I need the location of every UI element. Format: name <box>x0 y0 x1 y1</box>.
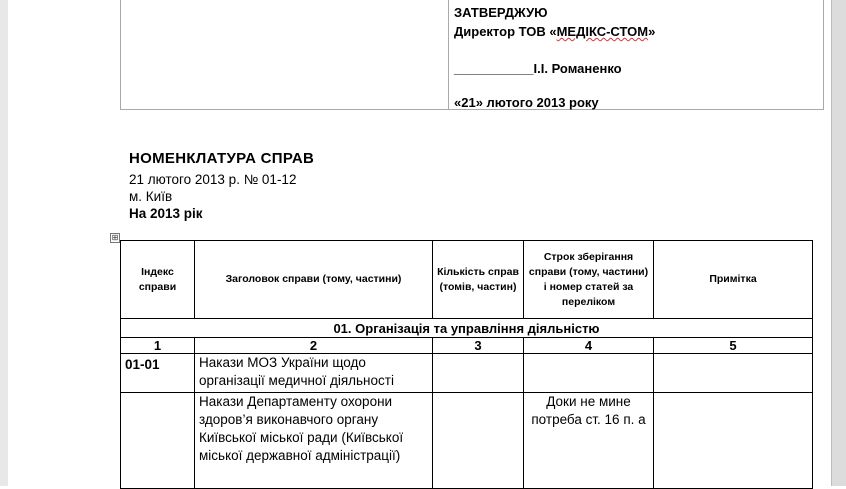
row-title: Накази Департаменту охорони здоров’я виконавчого органу Київської міської ради (Київської міської державної адміністрації) <box>195 393 433 489</box>
column-number: 4 <box>524 338 654 354</box>
row-title: Накази МОЗ України щодо організації медичної діяльності <box>195 354 433 393</box>
page-margin-left <box>0 0 8 486</box>
approval-signature: ___________І.І. Романенко <box>454 61 622 76</box>
table-move-handle-icon[interactable]: ⊞ <box>111 233 119 242</box>
header-retention: Строк зберігання справи (тому, частини) і номер статей за переліком <box>524 241 654 319</box>
document-title: НОМЕНКЛАТУРА СПРАВ <box>129 150 315 167</box>
approval-director <box>454 24 655 39</box>
row-retention <box>524 354 654 393</box>
nomenclature-table <box>120 240 813 489</box>
row-index: 01-01 <box>121 354 195 393</box>
row-note <box>654 354 813 393</box>
header-index: Індекс справи <box>121 241 195 319</box>
approval-director-suffix: » <box>648 24 656 39</box>
row-count <box>433 393 524 489</box>
row-retention: Доки не мине потреба ст. 16 п. а <box>524 393 654 489</box>
row-note <box>654 393 813 489</box>
approval-table <box>120 0 824 110</box>
approval-date: «21» лютого 2013 року <box>454 95 599 110</box>
approval-heading: ЗАТВЕРДЖУЮ <box>454 5 548 20</box>
table-row <box>121 393 813 489</box>
table-row <box>121 354 813 393</box>
company-name: МЕДІКС-СТОМ <box>556 24 649 39</box>
document-city: м. Київ <box>129 189 173 204</box>
approval-divider <box>448 0 449 109</box>
approval-director-prefix: Директор ТОВ « <box>454 24 557 39</box>
row-index <box>121 393 195 489</box>
column-number: 3 <box>433 338 524 354</box>
section-row <box>121 319 813 338</box>
column-number: 1 <box>121 338 195 354</box>
header-count: Кількість справ (томів, частин) <box>433 241 524 319</box>
column-number: 2 <box>195 338 433 354</box>
column-number-row <box>121 338 813 354</box>
page-margin-right <box>832 0 846 486</box>
document-year: На 2013 рік <box>129 206 203 221</box>
section-title: 01. Організація та управління діяльністю <box>121 319 813 338</box>
header-note: Примітка <box>654 241 813 319</box>
column-number: 5 <box>654 338 813 354</box>
row-count <box>433 354 524 393</box>
document-date-number: 21 лютого 2013 р. № 01-12 <box>129 172 297 187</box>
table-header-row <box>121 241 813 319</box>
header-title: Заголовок справи (тому, частини) <box>195 241 433 319</box>
